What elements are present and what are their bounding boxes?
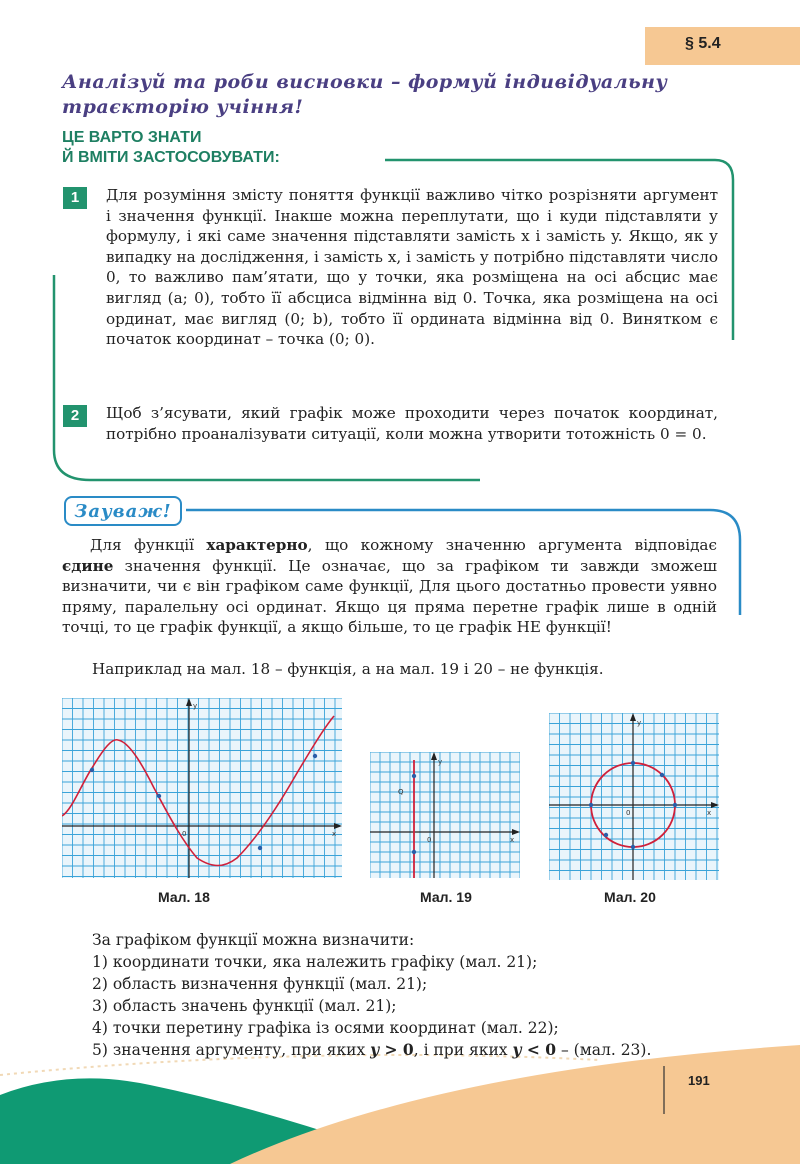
list-item5-gt: > 0: [379, 1040, 414, 1059]
fig18-y-label: y: [193, 702, 198, 710]
figure-19-graph: [370, 752, 520, 878]
page-heading: Аналізуй та роби висновки – формуй індивідуальну траєкторію учіння!: [62, 71, 668, 118]
list-item5-g: – (мал. 23).: [556, 1041, 652, 1059]
note-text-c: , що кожному значенню аргумента відповідає: [307, 536, 717, 554]
list-item5-y: y: [370, 1040, 380, 1059]
feature-list: [92, 929, 651, 1061]
page-number-divider: [662, 1066, 666, 1116]
fig20-origin-label: 0: [626, 809, 631, 817]
note-text-bold-1: характерно: [206, 536, 308, 554]
list-item5-lt: < 0: [521, 1040, 557, 1059]
list-item5-a: 5) значення аргументу, при яких: [92, 1041, 371, 1059]
figure-18-graph: [62, 698, 342, 878]
point1-number: 1: [63, 187, 87, 209]
fig19-point-label: Q: [398, 788, 404, 796]
figure-20-graph: [549, 713, 719, 880]
fig18-origin-label: 0: [182, 830, 187, 838]
note-label: Зауваж!: [64, 496, 182, 526]
note-text-bold-2: єдине: [62, 556, 114, 575]
know-title-line2: Й ВМІТИ ЗАСТОСОВУВАТИ:: [62, 149, 280, 166]
section-number: § 5.4: [685, 35, 721, 52]
note-paragraph: [62, 535, 717, 638]
point2-number: 2: [63, 405, 87, 427]
list-item: 2) область визначення функції (мал. 21);: [92, 975, 428, 993]
note-example: Наприклад на мал. 18 – функція, а на мал. 19 і 20 – не функція.: [92, 660, 604, 678]
list-item: [92, 1039, 651, 1061]
fig19-x-label: x: [510, 836, 515, 844]
fig20-y-label: y: [637, 719, 642, 727]
figure-18-caption: Мал. 18: [158, 889, 210, 905]
bottom-orange-wave: [230, 1045, 800, 1164]
fig18-x-label: x: [332, 830, 337, 838]
fig19-y-label: y: [438, 758, 443, 766]
list-intro: За графіком функції можна визначити:: [92, 931, 415, 949]
figure-19-caption: Мал. 19: [420, 889, 472, 905]
list-item5-d: , і при яких: [413, 1041, 513, 1059]
point2-text: Щоб з’ясувати, який графік може проходити через початок координат, потрібно проаналізувати ситуації, коли можна утворити тотожність 0 = 0.: [106, 404, 718, 443]
fig20-x-label: x: [707, 809, 712, 817]
fig19-origin-label: 0: [427, 836, 432, 844]
note-text-e: значення функції. Це означає, що за графіком ти завжди зможеш визначити, чи є він графіком саме функції, Для цього достатньо провести уявно пряму, паралельну осі ординат. Якщо ця пряма перетне графік лише в одній точці, то це графік функції, а якщо більше, то це графік НЕ функції!: [62, 556, 717, 637]
note-text-a: Для функції: [90, 536, 207, 554]
list-item5-y2: y: [512, 1040, 522, 1059]
list-item: 4) точки перетину графіка із осями координат (мал. 22);: [92, 1019, 559, 1037]
know-title-line1: ЦЕ ВАРТО ЗНАТИ: [62, 129, 202, 146]
list-item: 3) область значень функції (мал. 21);: [92, 997, 397, 1015]
point1-text: Для розуміння змісту поняття функції важливо чітко розрізняти аргумент і значення функції. Інакше можна переплутати, що і куди підставляти у формулу, і які саме значення підставляти замість x і замість y. Якщо, як у випадку на дослідження, і замість x, і замість y потрібно підставляти число 0, то важливо пам’ятати, що у точки, яка розміщена на осі абсцис має вигляд (a; 0), тобто її абсциса відмінна від 0. Точка, яка розміщена на осі ординат, має вигляд (0; b), тобто її ордината відмінна від 0. Винятком є початок координат – точка (0; 0).: [106, 186, 718, 349]
page-number: 191: [688, 1073, 710, 1088]
figure-20-caption: Мал. 20: [604, 889, 656, 905]
list-item: 1) координати точки, яка належить графіку (мал. 21);: [92, 953, 538, 971]
